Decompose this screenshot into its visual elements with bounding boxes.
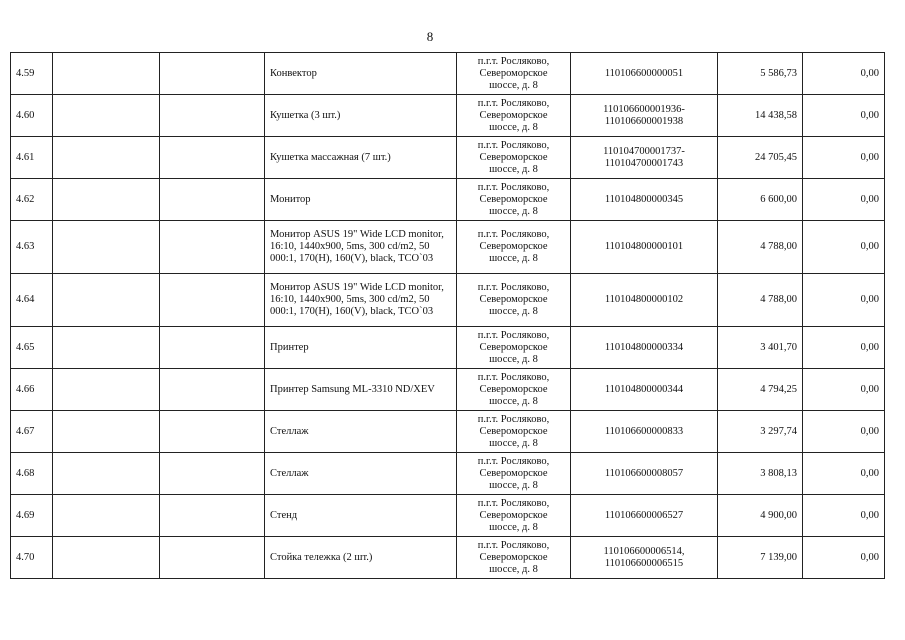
item-name-cell: Принтер (265, 327, 457, 369)
inventory-number-line: 110104700001743 (604, 157, 684, 169)
row-number-cell: 4.60 (11, 95, 53, 137)
book-value-cell: 4 900,00 (718, 495, 803, 537)
empty-cell (160, 369, 265, 411)
address-line: Североморское (479, 109, 548, 121)
address-cell (457, 327, 571, 369)
inventory-number-cell (571, 221, 718, 274)
address-line: п.г.т. Росляково, (477, 282, 550, 293)
item-name-cell: Стойка тележка (2 шт.) (265, 537, 457, 579)
book-value-cell: 3 808,13 (718, 453, 803, 495)
book-value-cell: 5 586,73 (718, 53, 803, 95)
empty-cell (53, 95, 160, 137)
address-cell (457, 274, 571, 327)
empty-cell (53, 537, 160, 579)
address-cell (457, 53, 571, 95)
row-number-cell: 4.63 (11, 221, 53, 274)
book-value-cell: 14 438,58 (718, 95, 803, 137)
residual-value-cell: 0,00 (803, 411, 885, 453)
inventory-number-cell (571, 137, 718, 179)
book-value-cell: 3 401,70 (718, 327, 803, 369)
residual-value-cell: 0,00 (803, 53, 885, 95)
address-cell (457, 495, 571, 537)
inventory-number-cell (571, 369, 718, 411)
residual-value-cell: 0,00 (803, 95, 885, 137)
address-line: шоссе, д. 8 (489, 437, 538, 449)
row-number-cell: 4.64 (11, 274, 53, 327)
address-line: шоссе, д. 8 (489, 563, 538, 575)
inventory-table (10, 52, 885, 579)
row-number-cell: 4.62 (11, 179, 53, 221)
table-row (11, 495, 885, 537)
address-cell (457, 137, 571, 179)
inventory-number-cell (571, 274, 718, 327)
address-line: шоссе, д. 8 (489, 521, 538, 533)
inventory-number-line: 110106600000833 (604, 425, 684, 437)
address-line: Североморское (479, 509, 548, 521)
address-line: Североморское (479, 383, 548, 395)
empty-cell (53, 179, 160, 221)
row-number-cell: 4.59 (11, 53, 53, 95)
residual-value-cell: 0,00 (803, 327, 885, 369)
address-cell (457, 369, 571, 411)
address-cell (457, 179, 571, 221)
address-line: шоссе, д. 8 (489, 353, 538, 365)
address-cell (457, 453, 571, 495)
address-line: шоссе, д. 8 (489, 306, 538, 317)
page-number: 8 (426, 29, 434, 44)
empty-cell (53, 411, 160, 453)
inventory-number-line: 110106600001938 (604, 115, 684, 127)
row-number-cell: 4.68 (11, 453, 53, 495)
empty-cell (53, 137, 160, 179)
inventory-number-line: 110106600006514, (603, 545, 685, 557)
address-line: шоссе, д. 8 (489, 121, 538, 133)
empty-cell (160, 327, 265, 369)
address-line: Североморское (479, 294, 548, 305)
item-name-cell: Стеллаж (265, 453, 457, 495)
row-number-cell: 4.70 (11, 537, 53, 579)
empty-cell (160, 179, 265, 221)
empty-cell (160, 137, 265, 179)
empty-cell (160, 95, 265, 137)
inventory-number-line: 110104800000102 (604, 294, 684, 305)
book-value-cell: 7 139,00 (718, 537, 803, 579)
table-row (11, 327, 885, 369)
address-line: п.г.т. Росляково, (477, 97, 550, 109)
book-value-cell: 4 788,00 (718, 221, 803, 274)
address-line: Североморское (479, 467, 548, 479)
item-name-cell: Стеллаж (265, 411, 457, 453)
address-line: Североморское (479, 67, 548, 79)
book-value-cell: 24 705,45 (718, 137, 803, 179)
address-line: п.г.т. Росляково, (477, 371, 550, 383)
residual-value-cell: 0,00 (803, 137, 885, 179)
inventory-number-line: 110106600006527 (604, 509, 684, 521)
address-cell (457, 95, 571, 137)
row-number-cell: 4.67 (11, 411, 53, 453)
address-line: п.г.т. Росляково, (477, 55, 550, 67)
table-row (11, 221, 885, 274)
row-number-cell: 4.66 (11, 369, 53, 411)
address-cell (457, 411, 571, 453)
inventory-number-cell (571, 495, 718, 537)
address-cell (457, 221, 571, 274)
empty-cell (53, 221, 160, 274)
table-row (11, 53, 885, 95)
row-number-cell: 4.69 (11, 495, 53, 537)
item-name-cell: Стенд (265, 495, 457, 537)
address-line: Североморское (479, 341, 548, 353)
item-name-cell: Кушетка (3 шт.) (265, 95, 457, 137)
address-line: шоссе, д. 8 (489, 253, 538, 264)
inventory-number-line: 110106600008057 (604, 467, 684, 479)
row-number-cell: 4.61 (11, 137, 53, 179)
book-value-cell: 4 788,00 (718, 274, 803, 327)
inventory-number-cell (571, 53, 718, 95)
empty-cell (160, 221, 265, 274)
empty-cell (160, 495, 265, 537)
book-value-cell: 4 794,25 (718, 369, 803, 411)
residual-value-cell: 0,00 (803, 221, 885, 274)
address-line: Североморское (479, 193, 548, 205)
table-row (11, 179, 885, 221)
empty-cell (160, 274, 265, 327)
inventory-number-line: 110104700001737- (603, 145, 685, 157)
table-row (11, 95, 885, 137)
inventory-number-cell (571, 327, 718, 369)
empty-cell (53, 453, 160, 495)
address-line: п.г.т. Росляково, (477, 181, 550, 193)
empty-cell (53, 369, 160, 411)
empty-cell (160, 453, 265, 495)
inventory-number-cell (571, 537, 718, 579)
empty-cell (160, 53, 265, 95)
inventory-number-line: 110104800000334 (604, 341, 684, 353)
address-cell (457, 537, 571, 579)
residual-value-cell: 0,00 (803, 495, 885, 537)
inventory-number-line: 110106600000051 (604, 67, 684, 79)
book-value-cell: 6 600,00 (718, 179, 803, 221)
item-name-cell: Монитор (265, 179, 457, 221)
empty-cell (53, 327, 160, 369)
address-line: п.г.т. Росляково, (477, 329, 550, 341)
address-line: п.г.т. Росляково, (477, 539, 550, 551)
item-name-cell: Монитор ASUS 19" Wide LCD monitor, 16:10, 1440x900, 5ms, 300 cd/m2, 50 000:1, 170(H), 160(V), black, TCO`03 (265, 221, 457, 274)
inventory-number-line: 110106600001936- (603, 103, 685, 115)
item-name-cell: Кушетка массажная (7 шт.) (265, 137, 457, 179)
residual-value-cell: 0,00 (803, 179, 885, 221)
table-row (11, 274, 885, 327)
address-line: Североморское (479, 151, 548, 163)
address-line: п.г.т. Росляково, (477, 497, 550, 509)
address-line: шоссе, д. 8 (489, 395, 538, 407)
address-line: шоссе, д. 8 (489, 205, 538, 217)
item-name-cell: Принтер Samsung ML-3310 ND/XEV (265, 369, 457, 411)
inventory-number-line: 110104800000344 (604, 383, 684, 395)
address-line: шоссе, д. 8 (489, 479, 538, 491)
inventory-number-cell (571, 95, 718, 137)
table-row (11, 369, 885, 411)
residual-value-cell: 0,00 (803, 453, 885, 495)
empty-cell (160, 411, 265, 453)
residual-value-cell: 0,00 (803, 369, 885, 411)
item-name-cell: Конвектор (265, 53, 457, 95)
row-number-cell: 4.65 (11, 327, 53, 369)
address-line: п.г.т. Росляково, (477, 413, 550, 425)
address-line: п.г.т. Росляково, (477, 139, 550, 151)
address-line: Североморское (479, 241, 548, 252)
inventory-number-cell (571, 179, 718, 221)
address-line: п.г.т. Росляково, (477, 455, 550, 467)
table-row (11, 137, 885, 179)
inventory-number-line: 110104800000345 (604, 193, 684, 205)
table-row (11, 537, 885, 579)
empty-cell (53, 53, 160, 95)
address-line: шоссе, д. 8 (489, 163, 538, 175)
address-line: шоссе, д. 8 (489, 79, 538, 91)
item-name-cell: Монитор ASUS 19" Wide LCD monitor, 16:10, 1440x900, 5ms, 300 cd/m2, 50 000:1, 170(H), 160(V), black, TCO`03 (265, 274, 457, 327)
book-value-cell: 3 297,74 (718, 411, 803, 453)
inventory-number-line: 110104800000101 (604, 241, 684, 252)
inventory-number-line: 110106600006515 (604, 557, 684, 569)
residual-value-cell: 0,00 (803, 274, 885, 327)
address-line: Североморское (479, 551, 548, 563)
empty-cell (160, 537, 265, 579)
inventory-number-cell (571, 411, 718, 453)
address-line: Североморское (479, 425, 548, 437)
address-line: п.г.т. Росляково, (477, 229, 550, 240)
table-row (11, 411, 885, 453)
empty-cell (53, 274, 160, 327)
empty-cell (53, 495, 160, 537)
inventory-number-cell (571, 453, 718, 495)
residual-value-cell: 0,00 (803, 537, 885, 579)
table-row (11, 453, 885, 495)
